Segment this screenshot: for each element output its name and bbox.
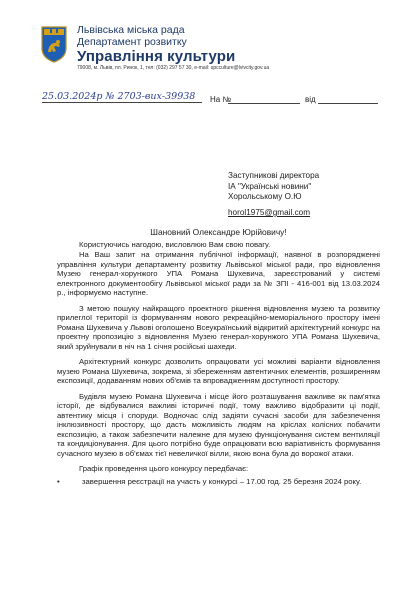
- divider: [318, 103, 378, 104]
- reference-date-label: від: [305, 95, 316, 104]
- paragraph: Графік проведення цього конкурсу передбачає:: [79, 464, 249, 473]
- paragraph: Користуючись нагодою, висловлюю Вам свою повагу.: [79, 239, 271, 249]
- divider: [42, 102, 202, 103]
- bullet-icon: •: [57, 476, 60, 486]
- list-item: [57, 477, 380, 487]
- paragraph: З метою пошуку найкращого проектного рішення відновлення музею та розвитку прилеглої території із формуванням нового рекреаційно-меморіального простору імені Романа Шухевича у Львові оголошено Всеукраїнський відкритий архітектурний конкурс на проектну пропозицію з відновлення Музею генерал-хорунжого УПА Романа Шухевича, який зруйнували в ніч на 1 січня російські шахеди.: [57, 303, 380, 351]
- addressee-position: Заступникові директора: [228, 171, 320, 180]
- paragraph: Будівля музею Романа Шухевича і місце його розташування важливе як пам'ятка історії, де відбувалися важливі історичні події, тому важливо відобразити ці події, автентику місця і споруди. Водночас слід задіяти сучасні засоби для забезпечення інклюзивності простору, що дасть можливість людям на кріслах колісних побачити експозицію, а також забезпечити належне для музею функціонування систем вентиляції та кондиціонування. Для цього потрібно буде опрацювати всю варіативність формування сучасного музею в об'ємах тієї невеличкої вілли, якою вона була до ворожої атаки.: [57, 391, 380, 458]
- addressee-email: horol1975@gmail.com: [228, 208, 311, 217]
- letterhead: [36, 24, 396, 84]
- registration-line: [42, 91, 382, 107]
- letter-body: [57, 228, 380, 486]
- greeting: Шановний Олександре Юрійовичу!: [150, 227, 287, 237]
- paragraph: Архітектурний конкурс дозволить опрацювати усі можливі варіанти відновлення музею Романа Шухевича, зокрема, зі збереженням автентичних елементів, розширенням експозиції, додаванням нових об'ємів та впровадженням доступності простору.: [57, 357, 380, 385]
- addressee-name: Хорольському О.Ю: [228, 192, 302, 201]
- addressee-organization: ІА "Українські новини": [228, 181, 312, 191]
- list-item-text: завершення реєстрації на участь у конкурсі – 17.00 год. 25 березня 2024 року.: [82, 476, 362, 486]
- office-name: Управління культури: [77, 48, 236, 65]
- divider: [228, 103, 300, 104]
- paragraph: На Ваш запит на отримання публічної інформації, наявної в розпорядженні управління культури департаменту розвитку Львівської міської ради, про відновлення Музею генерал-хорунжого УПА Романа Шухевича, зареєстрований у системі електронного документообігу Львівської міської ради за № ЗПІ - 416-001 від 13.03.2024 р., інформуємо наступне.: [57, 250, 380, 297]
- addressee-block: [228, 171, 398, 203]
- reference-number-label: На №: [210, 95, 232, 104]
- outgoing-date-number: 25.03.2024р № 2703-вих-39938: [42, 91, 196, 102]
- department-name: Департамент розвитку: [77, 36, 187, 48]
- contact-line: 79008, м. Львів, пл. Ринок, 1, тел: (032) 297 57 30, e-mail: upcculture@lvivcity.gov.ua: [77, 65, 270, 71]
- org-name: Львівська міська рада: [77, 24, 185, 36]
- lviv-coat-of-arms-icon: [36, 24, 72, 64]
